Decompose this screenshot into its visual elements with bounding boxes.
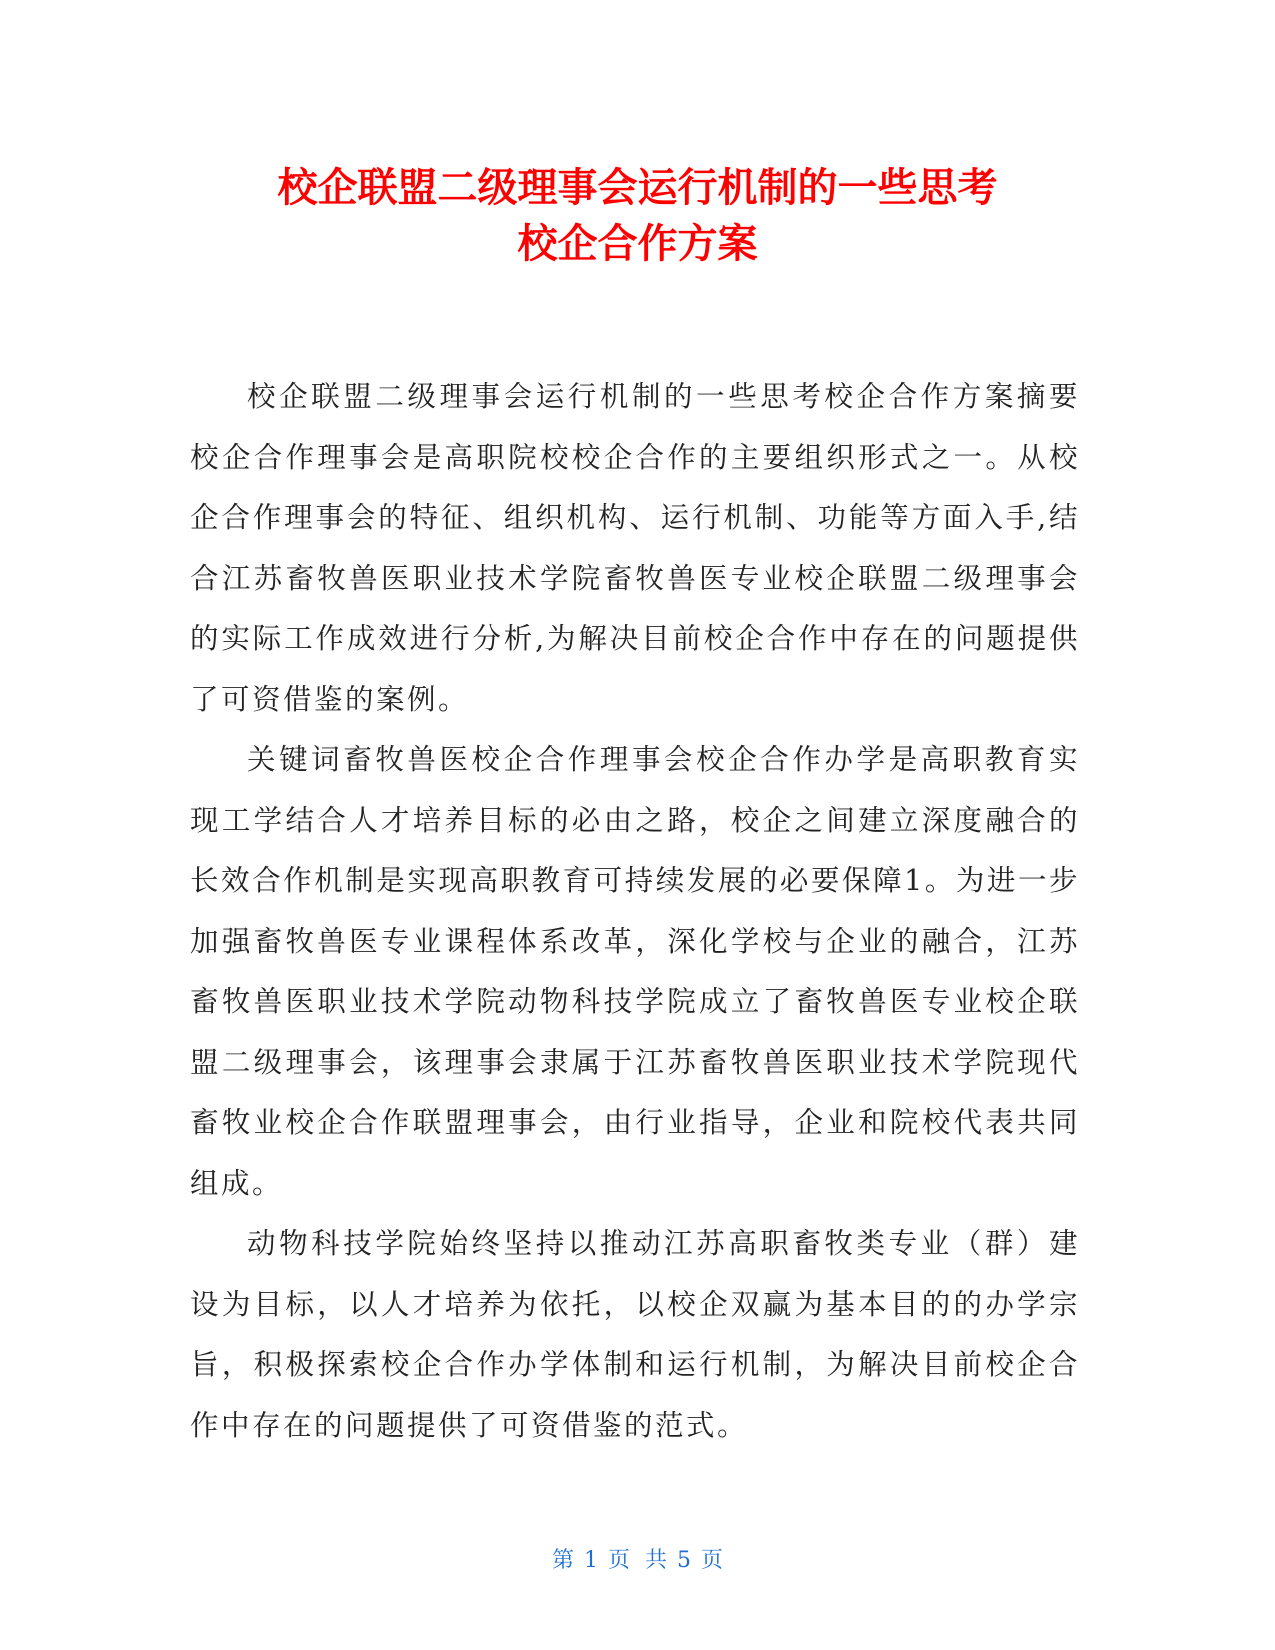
footer-suffix: 页: [701, 1548, 724, 1573]
footer-mid: 页 共: [608, 1548, 667, 1573]
title-block: [0, 160, 1275, 272]
paragraph-mission: 动物科技学院始终坚持以推动江苏高职畜牧类专业（群）建设为目标，以人才培养为依托，以校企双赢为基本目的的办学宗旨，积极探索校企合作办学体制和运行机制，为解决目前校企合作中存在的问题提供了可资借鉴的范式。: [190, 1227, 1080, 1442]
current-page-number: 1: [584, 1548, 598, 1573]
paragraph-keywords: 关键词畜牧兽医校企合作理事会校企合作办学是高职教育实现工学结合人才培养目标的必由之路，校企之间建立深度融合的长效合作机制是实现高职教育可持续发展的必要保障1。为进一步加强畜牧兽医专业课程体系改革，深化学校与企业的融合，江苏畜牧兽医职业技术学院动物科技学院成立了畜牧兽医专业校企联盟二级理事会，该理事会隶属于江苏畜牧兽医职业技术学院现代畜牧业校企合作联盟理事会，由行业指导，企业和院校代表共同组成。: [190, 743, 1080, 1200]
page-title-line-2: 校企合作方案: [517, 221, 758, 267]
page-title-line-1: 校企联盟二级理事会运行机制的一些思考: [277, 165, 998, 211]
document-body: [190, 367, 1080, 1456]
footer-prefix: 第: [551, 1548, 574, 1573]
page-footer: [0, 1543, 1275, 1574]
total-pages-number: 5: [677, 1548, 691, 1573]
paragraph-abstract: 校企联盟二级理事会运行机制的一些思考校企合作方案摘要校企合作理事会是高职院校校企合作的主要组织形式之一。从校企合作理事会的特征、组织机构、运行机制、功能等方面入手,结合江苏畜牧兽医职业技术学院畜牧兽医专业校企联盟二级理事会的实际工作成效进行分析,为解决目前校企合作中存在的问题提供了可资借鉴的案例。: [190, 380, 1080, 716]
